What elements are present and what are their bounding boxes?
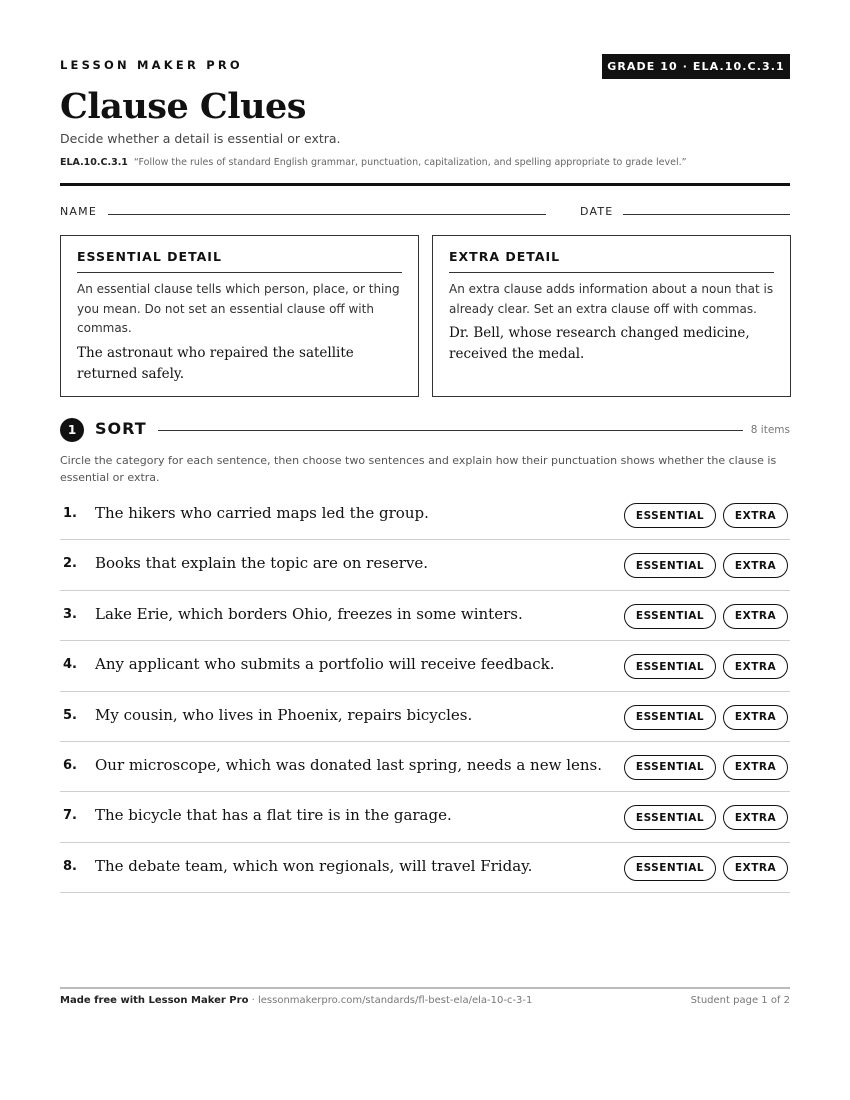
extra-option[interactable]: EXTRA (723, 705, 788, 730)
item-number: 2. (63, 556, 77, 572)
item-sentence: Our microscope, which was donated last spring, needs a new lens. (95, 755, 602, 774)
essential-option[interactable]: ESSENTIAL (624, 553, 716, 578)
sentence-item (60, 742, 790, 792)
essential-option[interactable]: ESSENTIAL (624, 805, 716, 830)
section-number-badge: 1 (60, 418, 84, 442)
footer-made-with: Made free with Lesson Maker Pro (60, 995, 249, 1006)
essential-option[interactable]: ESSENTIAL (624, 654, 716, 679)
essential-detail-title: ESSENTIAL DETAIL (77, 249, 402, 273)
name-label: NAME (60, 205, 97, 218)
grade-badge: GRADE 10 · ELA.10.C.3.1 (602, 54, 790, 79)
footer-divider (60, 987, 790, 989)
footer-credit (60, 995, 532, 1006)
standard-text: “Follow the rules of standard English grammar, punctuation, capitalization, and spelling appropriate to grade level.” (133, 157, 687, 168)
sentence-item (60, 792, 790, 842)
item-sentence: Books that explain the topic are on reserve. (95, 554, 429, 573)
extra-option[interactable]: EXTRA (723, 805, 788, 830)
worksheet-subtitle: Decide whether a detail is essential or extra. (60, 131, 341, 146)
name-field[interactable] (108, 214, 546, 215)
item-count: 8 items (750, 424, 790, 436)
essential-detail-description: An essential clause tells which person, place, or thing you mean. Do not set an essential clause off with commas. (77, 282, 400, 335)
item-number: 4. (63, 657, 77, 673)
sentence-item (60, 641, 790, 691)
standard-code: ELA.10.C.3.1 (60, 157, 128, 168)
brand-name: LESSON MAKER PRO (60, 58, 243, 72)
extra-detail-title: EXTRA DETAIL (449, 249, 774, 273)
item-number: 7. (63, 808, 77, 824)
extra-option[interactable]: EXTRA (723, 654, 788, 679)
extra-option[interactable]: EXTRA (723, 604, 788, 629)
worksheet-title: Clause Clues (60, 86, 307, 127)
essential-option[interactable]: ESSENTIAL (624, 856, 716, 881)
item-sentence: My cousin, who lives in Phoenix, repairs bicycles. (95, 705, 473, 724)
extra-option[interactable]: EXTRA (723, 755, 788, 780)
essential-option[interactable]: ESSENTIAL (624, 705, 716, 730)
section-title: SORT (95, 419, 147, 438)
extra-option[interactable]: EXTRA (723, 856, 788, 881)
page-indicator: Student page 1 of 2 (690, 995, 790, 1006)
extra-option[interactable]: EXTRA (723, 503, 788, 528)
extra-detail-box (432, 235, 791, 397)
item-number: 3. (63, 606, 77, 622)
sentence-item (60, 843, 790, 893)
sentence-item (60, 540, 790, 590)
item-sentence: The debate team, which won regionals, will travel Friday. (95, 856, 533, 875)
item-number: 6. (63, 757, 77, 773)
item-sentence: The bicycle that has a flat tire is in the garage. (95, 806, 452, 825)
section-divider (158, 430, 743, 431)
standard-line (60, 157, 687, 168)
date-field[interactable] (623, 214, 790, 215)
footer-url[interactable]: · lessonmakerpro.com/standards/fl-best-ela/ela-10-c-3-1 (248, 995, 533, 1006)
extra-detail-example: Dr. Bell, whose research changed medicine, received the medal. (449, 325, 750, 362)
sentence-item (60, 591, 790, 641)
sentence-item (60, 692, 790, 742)
essential-detail-example: The astronaut who repaired the satellite returned safely. (77, 344, 354, 382)
item-number: 1. (63, 506, 77, 521)
sentence-item (60, 490, 790, 540)
item-sentence: Any applicant who submits a portfolio will receive feedback. (95, 655, 555, 674)
item-number: 5. (63, 707, 77, 723)
item-sentence: Lake Erie, which borders Ohio, freezes in some winters. (95, 604, 523, 623)
item-number: 8. (63, 858, 77, 874)
extra-option[interactable]: EXTRA (723, 553, 788, 578)
sentence-list (60, 490, 790, 893)
essential-option[interactable]: ESSENTIAL (624, 503, 716, 528)
section-instructions: Circle the category for each sentence, then choose two sentences and explain how their punctuation shows whether the clause is essential or extra. (60, 454, 777, 484)
header-divider (60, 183, 790, 186)
item-sentence: The hikers who carried maps led the group. (95, 504, 429, 522)
date-label: DATE (580, 205, 614, 218)
essential-option[interactable]: ESSENTIAL (624, 604, 716, 629)
essential-option[interactable]: ESSENTIAL (624, 755, 716, 780)
extra-detail-description: An extra clause adds information about a noun that is already clear. Set an extra clause off with commas. (449, 282, 774, 316)
essential-detail-box (60, 235, 419, 397)
